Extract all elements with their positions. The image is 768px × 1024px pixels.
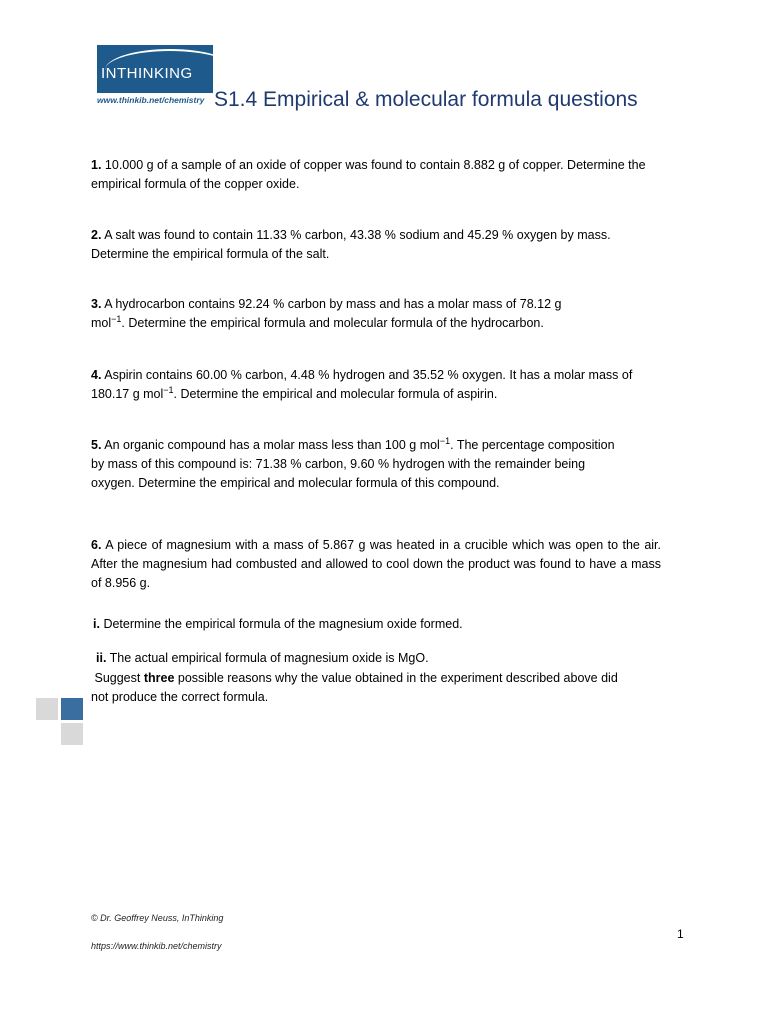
subpart-ii-suggest: [91, 669, 661, 707]
question-number: 5.: [91, 438, 102, 452]
unit-mol: mol: [91, 316, 112, 330]
question-text: An organic compound has a molar mass less than 100 g mol: [104, 438, 440, 452]
page-number: 1: [677, 927, 684, 941]
logo-url: www.thinkib.net/chemistry: [97, 95, 205, 105]
question-text: oxygen. Determine the empirical and molecular formula of this compound.: [91, 476, 500, 490]
exponent: −1: [163, 385, 174, 395]
suggest-bold: three: [143, 671, 175, 685]
inthinking-logo: [97, 45, 213, 93]
question-number: 3.: [91, 297, 102, 311]
question-text: A piece of magnesium with a mass of 5.867 g was heated in a crucible which was open to the air. After the magnesium had combusted and allowed to cool down the product was found to have a mass of 8.956 g.: [91, 538, 661, 590]
question-text: by mass of this compound is: 71.38 % carbon, 9.60 % hydrogen with the remainder being: [91, 457, 586, 471]
decor-square-blue: [61, 698, 83, 720]
suggest-text: not produce the correct formula.: [91, 690, 269, 704]
question-number: 6.: [91, 538, 102, 552]
page-title: S1.4 Empirical & molecular formula questions: [214, 88, 638, 111]
subpart-ii: [96, 649, 666, 668]
subpart-label: i.: [93, 617, 100, 631]
question-text: 180.17 g mol: [91, 387, 164, 401]
exponent: −1: [439, 436, 451, 446]
question-text: A salt was found to contain 11.33 % carbon, 43.38 % sodium and 45.29 % oxygen by mass. Determine the empirical formula of the salt.: [91, 228, 611, 261]
question-text: Aspirin contains 60.00 % carbon, 4.48 % hydrogen and 35.52 % oxygen. It has a molar mass of: [104, 368, 633, 382]
subpart-i: [93, 615, 663, 634]
footer-copyright: © Dr. Geoffrey Neuss, InThinking: [91, 913, 224, 923]
question-3: [91, 295, 661, 333]
question-text: 10.000 g of a sample of an oxide of copper was found to contain 8.882 g of copper. Determine the empirical formula of the copper oxide.: [91, 158, 646, 191]
question-number: 2.: [91, 228, 102, 242]
question-number: 1.: [91, 158, 102, 172]
decor-square-grey: [36, 698, 58, 720]
footer-url: https://www.thinkib.net/chemistry: [91, 941, 222, 951]
suggest-text: possible reasons why the value obtained in the experiment described above did: [177, 671, 618, 685]
subpart-text: The actual empirical formula of magnesium oxide is MgO.: [109, 651, 429, 665]
decor-square-grey: [61, 723, 83, 745]
subpart-text: Determine the empirical formula of the magnesium oxide formed.: [103, 617, 463, 631]
suggest-text: Suggest: [94, 671, 141, 685]
question-2: [91, 226, 661, 264]
question-text: A hydrocarbon contains 92.24 % carbon by mass and has a molar mass of 78.12 g: [104, 297, 562, 311]
exponent: −1: [111, 314, 122, 324]
question-text: . Determine the empirical formula and molecular formula of the hydrocarbon.: [121, 316, 544, 330]
question-4: [91, 366, 661, 404]
question-text: . The percentage composition: [450, 438, 615, 452]
question-text: . Determine the empirical and molecular formula of aspirin.: [173, 387, 498, 401]
question-number: 4.: [91, 368, 102, 382]
question-1: [91, 156, 661, 194]
question-5: [91, 436, 661, 493]
question-6: [91, 536, 661, 593]
subpart-label: ii.: [96, 651, 107, 665]
logo-text: INTHINKING: [101, 65, 193, 82]
